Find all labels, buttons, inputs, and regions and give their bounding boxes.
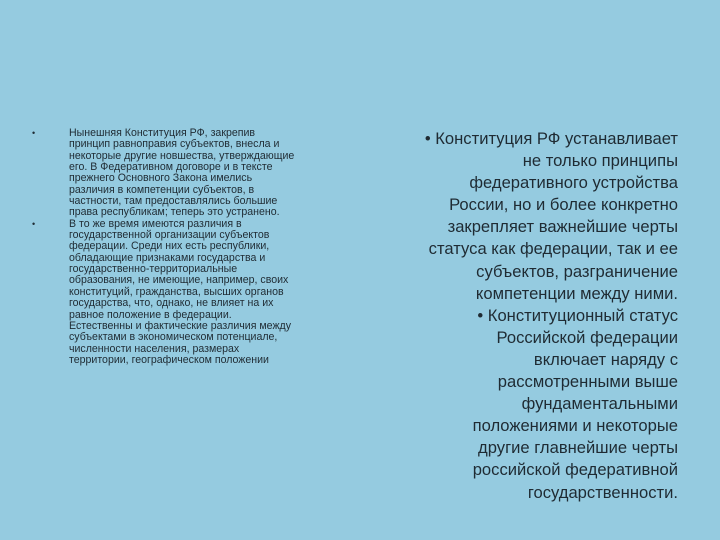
right-column xyxy=(380,128,678,504)
right-line: фундаментальными xyxy=(521,394,678,414)
right-paragraph xyxy=(380,128,678,305)
left-bullet-item xyxy=(28,128,358,219)
bullet-icon: • xyxy=(424,129,431,148)
left-bullet-text: Нынешняя Конституция РФ, закрепив принцип равноправия субъектов, внесла и некоторые другие новшества, утверждающие его. В Федеративном договоре и в тексте прежнего Основного Закона имелись различия в компетенции субъектов, в частности, там предоставлялись большие права республикам; теперь это устранено. xyxy=(69,127,295,219)
bullet-icon: • xyxy=(477,305,484,325)
right-line xyxy=(380,128,678,150)
right-line: Российской федерации xyxy=(496,327,678,347)
right-line-text: Конституция РФ устанавливает xyxy=(435,129,678,148)
right-line: России, но и более конкретно xyxy=(449,195,678,215)
right-line: не только принципы xyxy=(522,151,678,171)
right-line: компетенции между ними. xyxy=(475,283,678,303)
right-line: статуса как федерации, так и ее xyxy=(428,239,678,259)
right-line xyxy=(380,305,678,327)
left-column xyxy=(28,128,358,366)
left-bullet-item xyxy=(28,219,358,366)
right-paragraph xyxy=(380,305,678,504)
right-line-text: Конституционный статус xyxy=(487,305,678,325)
bullet-icon: • xyxy=(32,128,36,138)
right-line: субъектов, разграничение xyxy=(476,261,678,281)
right-line: другие главнейшие черты xyxy=(478,438,678,458)
right-line: закрепляет важнейшие черты xyxy=(447,217,678,237)
left-bullet-text: В то же время имеются различия в государственной организации субъектов федерации. Среди них есть республики, обладающие признаками государства и государственно-территориальные образования, не имеющие, например, своих конституций, гражданства, высших органов государства, что, однако, не влияет на их равное положение в федерации. Естественны и фактические различия между субъектами в экономическом потенциале, численности населения, размерах территории, географическом положении xyxy=(69,217,292,366)
bullet-icon: • xyxy=(32,218,36,229)
right-line: рассмотренными выше xyxy=(497,372,678,392)
right-line: государственности. xyxy=(527,482,678,502)
right-line: федеративного устройства xyxy=(469,173,678,193)
right-line: включает наряду с xyxy=(533,349,678,369)
right-line: российской федеративной xyxy=(472,460,678,480)
right-line: положениями и некоторые xyxy=(472,416,678,436)
